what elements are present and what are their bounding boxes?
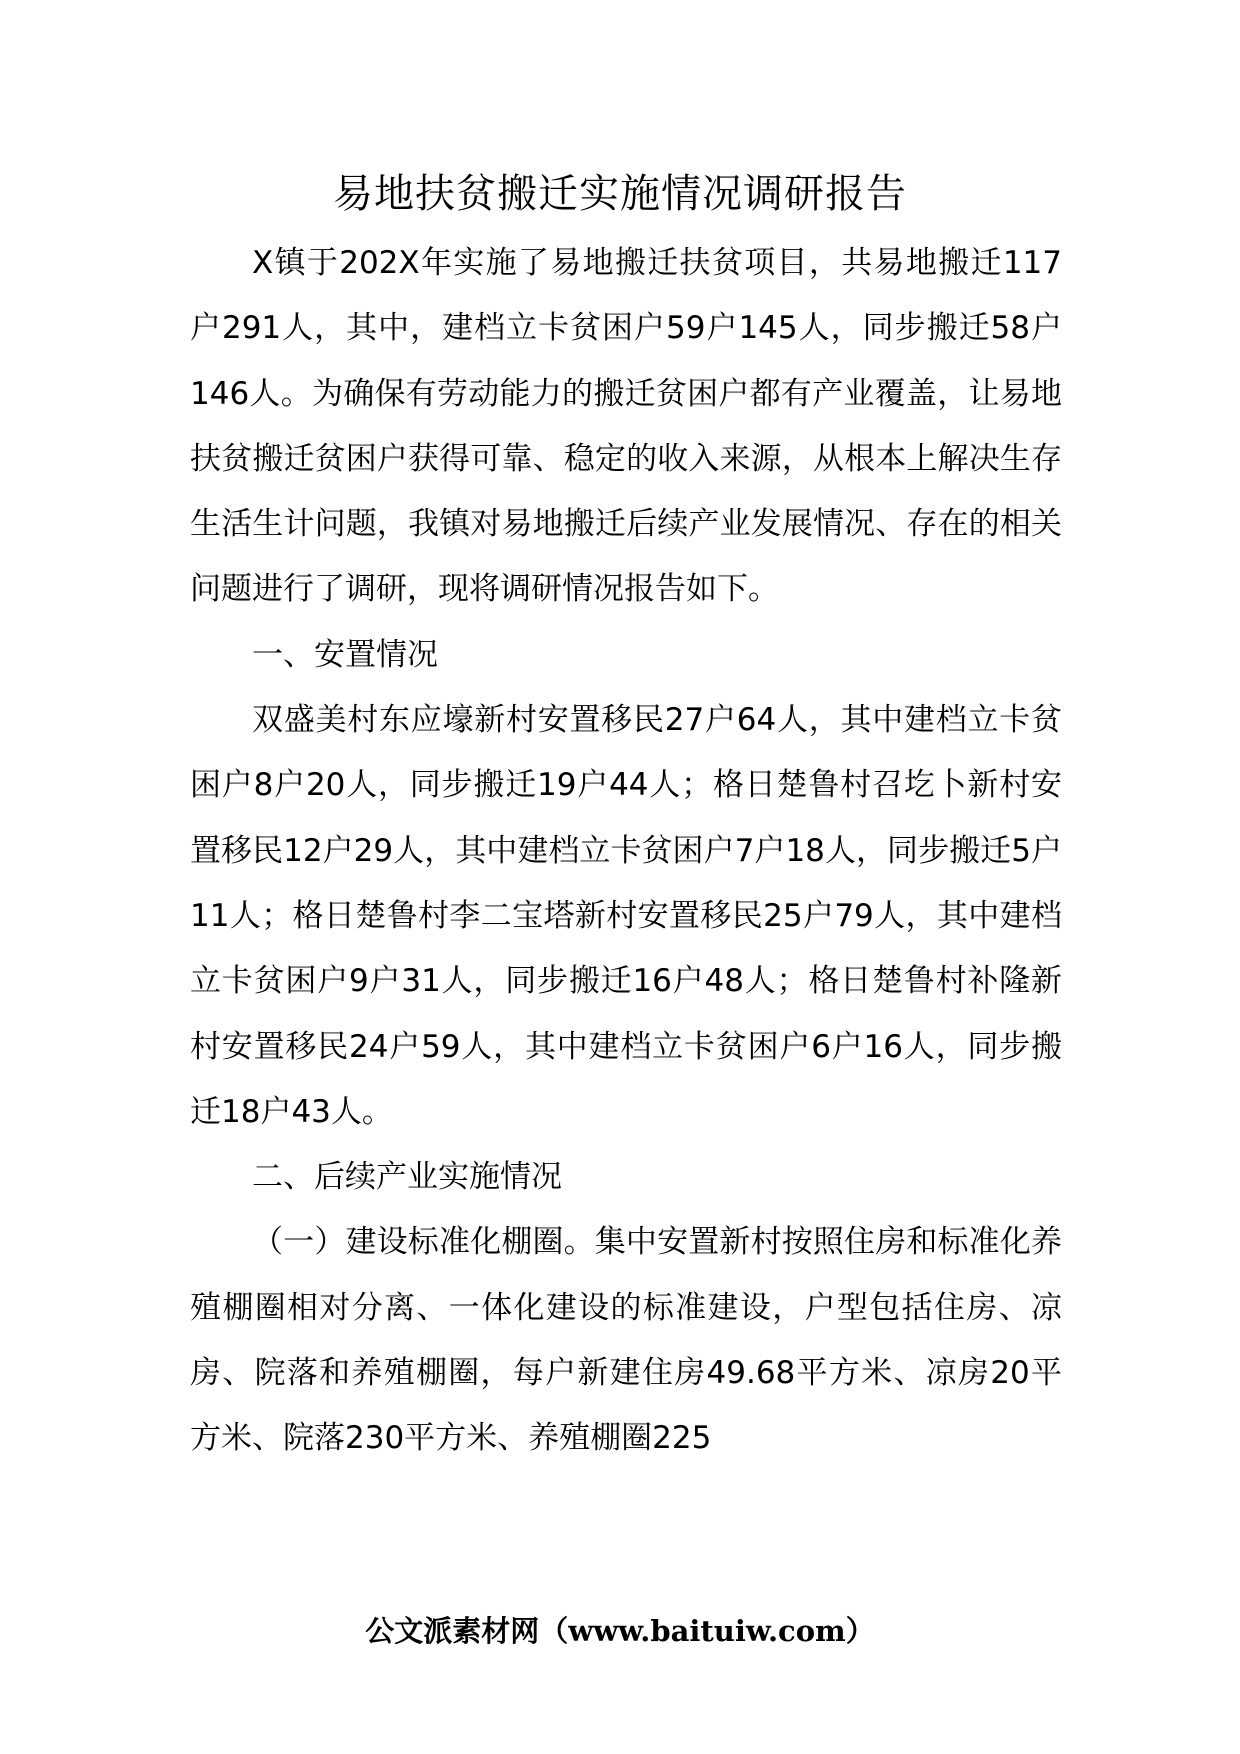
paragraph-livestock-pens: （一）建设标准化棚圈。集中安置新村按照住房和标准化养殖棚圈相对分离、一体化建设的标准建设，户型包括住房、凉房、院落和养殖棚圈，每户新建住房49.68平方米、凉房20平方米、院落230平方米、养殖棚圈225 [190, 1224, 1062, 1457]
paragraph-intro: X镇于202X年实施了易地搬迁扶贫项目，共易地搬迁117户291人，其中，建档立卡贫困户59户145人，同步搬迁58户146人。为确保有劳动能力的搬迁贫困户都有产业覆盖，让易地扶贫搬迁贫困户获得可靠、稳定的收入来源，从根本上解决生存生活生计问题，我镇对易地搬迁后续产业发展情况、存在的相关问题进行了调研，现将调研情况报告如下。 [190, 245, 1062, 608]
page-title: 易地扶贫搬迁实施情况调研报告 [333, 171, 907, 217]
document-body [190, 231, 1062, 1472]
section-heading-1: 一、安置情况 [252, 636, 438, 673]
paragraph-resettlement: 双盛美村东应壕新村安置移民27户64人，其中建档立卡贫困户8户20人，同步搬迁19户44人；格日楚鲁村召圪卜新村安置移民12户29人，其中建档立卡贫困户7户18人，同步搬迁5户11人；格日楚鲁村李二宝塔新村安置移民25户79人，其中建档立卡贫困户9户31人，同步搬迁16户48人；格日楚鲁村补隆新村安置移民24户59人，其中建档立卡贫困户6户16人，同步搬迁18户43人。 [190, 702, 1062, 1130]
footer-watermark: 公文派素材网（www.baituiw.com） [365, 1614, 875, 1648]
section-heading-2: 二、后续产业实施情况 [252, 1159, 562, 1196]
